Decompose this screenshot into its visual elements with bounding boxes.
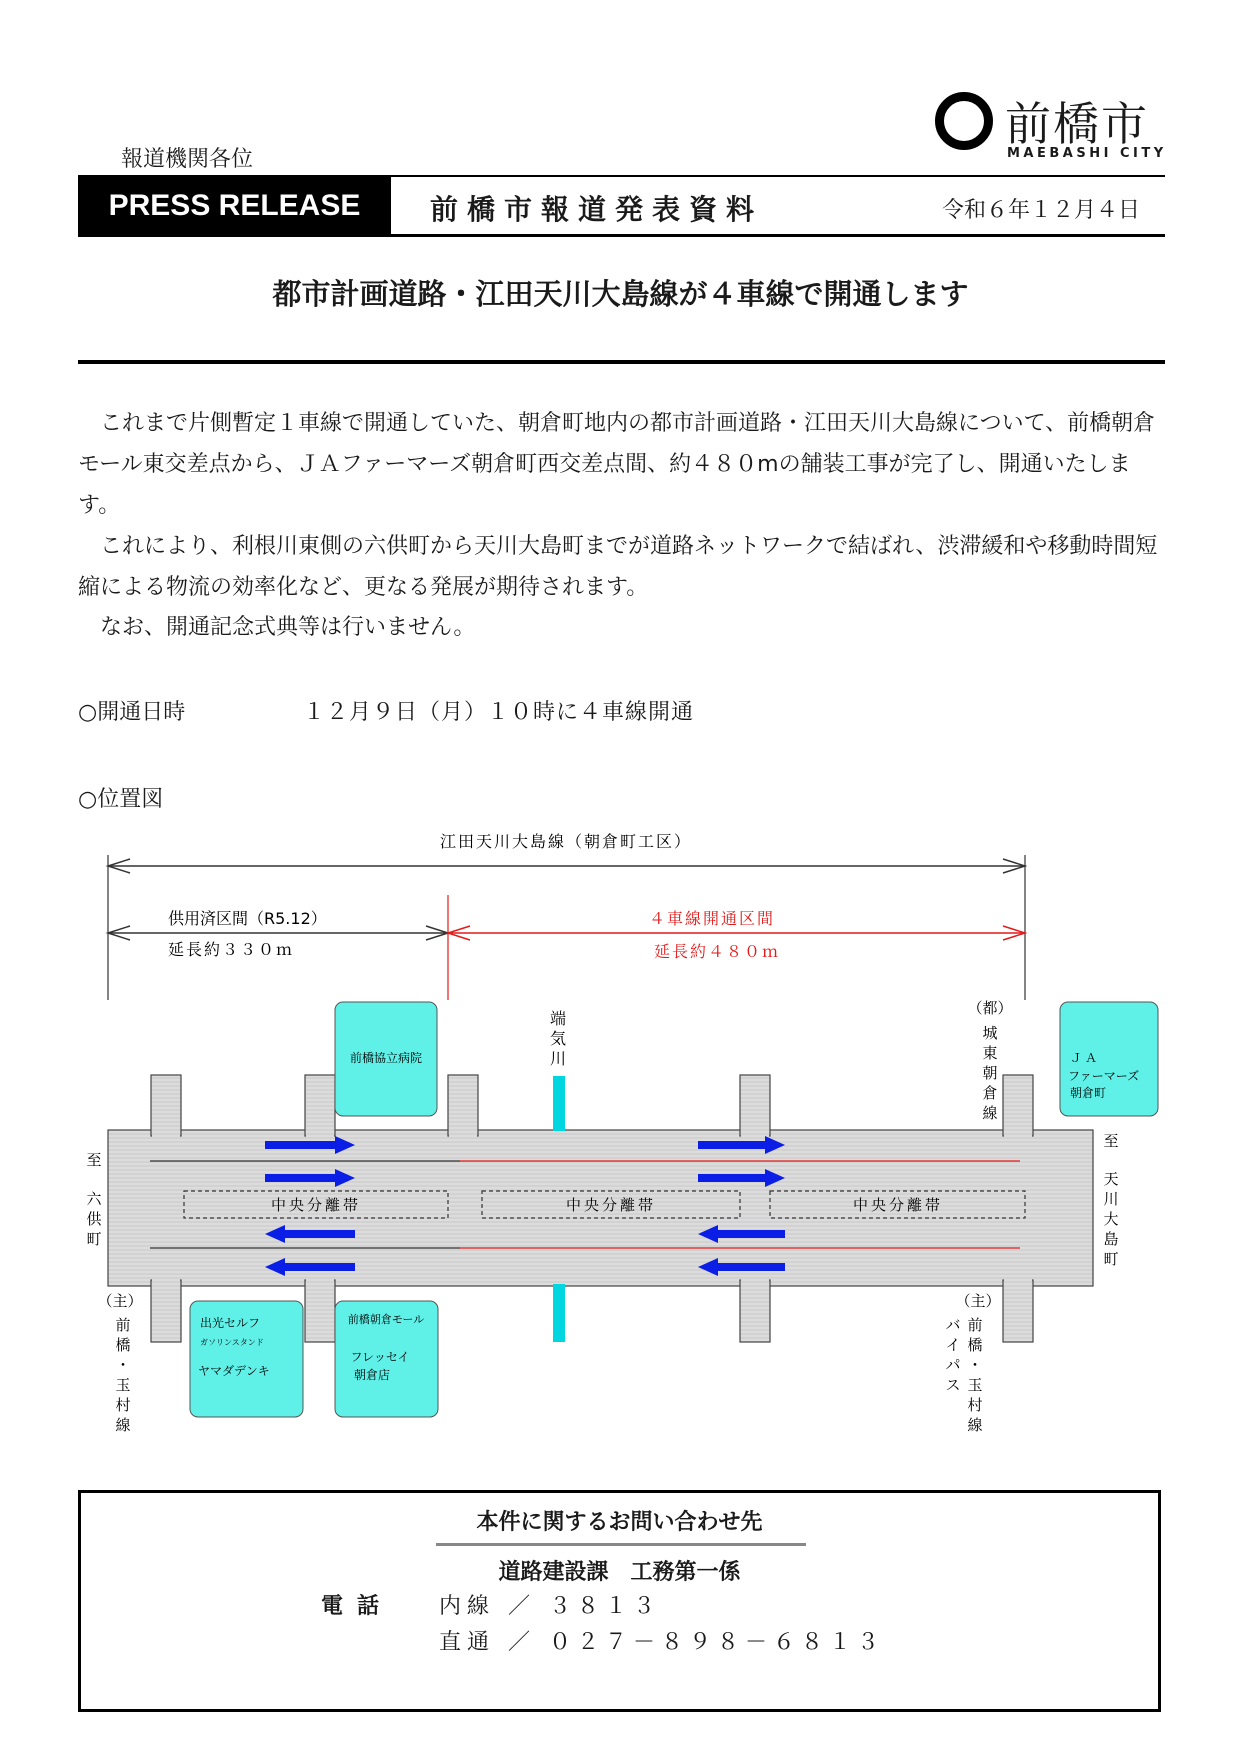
phone-extension: 内線 ／ ３８１３ — [439, 1594, 661, 1619]
west-cross-road-label — [97, 1292, 142, 1434]
contact-heading: 本件に関するお問い合わせ先 — [476, 1510, 763, 1535]
svg-text:島: 島 — [1103, 1230, 1119, 1248]
svg-text:ス: ス — [945, 1376, 961, 1394]
svg-text:六: 六 — [86, 1190, 102, 1208]
median-label-1: 中央分離帯 — [270, 1196, 362, 1214]
hospital-label: 前橋協立病院 — [349, 1051, 423, 1065]
press-release-label: PRESS RELEASE — [108, 189, 361, 222]
svg-text:線: 線 — [115, 1416, 131, 1434]
ja-label-1: ＪＡ — [1070, 1051, 1101, 1065]
opening-value: １２月９日（月）１０時に４車線開通 — [303, 700, 695, 725]
svg-text:朝: 朝 — [982, 1064, 998, 1082]
east-direction-label — [1103, 1132, 1118, 1268]
svg-text:倉: 倉 — [982, 1084, 998, 1102]
new-length: 延長約４８０ｍ — [653, 942, 781, 961]
svg-text:端: 端 — [549, 1009, 567, 1028]
svg-text:・: ・ — [967, 1356, 983, 1374]
release-date: 令和６年１２月４日 — [942, 198, 1141, 223]
svg-text:玉: 玉 — [967, 1376, 983, 1394]
mall-label-2: フレッセイ — [350, 1350, 410, 1364]
median-label-3: 中央分離帯 — [852, 1196, 944, 1214]
svg-text:前: 前 — [967, 1316, 983, 1334]
contact-box — [78, 1490, 1161, 1712]
location-map — [78, 812, 1163, 1472]
svg-text:大: 大 — [1103, 1210, 1119, 1228]
contact-heading-underline — [436, 1543, 806, 1546]
median-label-2: 中央分離帯 — [565, 1196, 657, 1214]
svg-text:バ: バ — [945, 1316, 961, 1334]
city-logo — [935, 92, 1165, 164]
ja-label-3: 朝倉町 — [1070, 1086, 1107, 1100]
svg-text:村: 村 — [115, 1396, 131, 1414]
svg-text:村: 村 — [967, 1396, 983, 1414]
svg-text:天: 天 — [1103, 1170, 1119, 1188]
svg-text:線: 線 — [982, 1104, 998, 1122]
new-section-label: ４車線開通区間 — [648, 909, 776, 928]
header-title: 前橋市報道発表資料 — [430, 193, 764, 226]
body-paragraph-1: これまで片側暫定１車線で開通していた、朝倉町地内の都市計画道路・江田天川大島線について、前橋朝倉モール東交差点から、ＪＡファーマーズ朝倉町西交差点間、約４８０mの舗装工事が完了し、開通いたします。 — [78, 411, 1156, 518]
phone-direct: 直通 ／ ０２７－８９８－６８１３ — [439, 1630, 885, 1655]
idemitsu-label-1: 出光セルフ — [200, 1316, 261, 1330]
svg-text:・: ・ — [115, 1356, 131, 1374]
svg-text:線: 線 — [967, 1416, 983, 1434]
mall-label-1: 前橋朝倉モール — [347, 1313, 425, 1326]
river-north — [553, 1076, 565, 1131]
svg-text:川: 川 — [1103, 1190, 1119, 1208]
svg-text:橋: 橋 — [967, 1336, 983, 1354]
svg-text:町: 町 — [86, 1230, 102, 1248]
svg-text:玉: 玉 — [115, 1376, 131, 1394]
opening-label: ○開通日時 — [78, 700, 186, 725]
svg-text:前: 前 — [115, 1316, 131, 1334]
svg-text:供: 供 — [86, 1210, 102, 1228]
svg-text:イ: イ — [945, 1336, 961, 1354]
svg-text:気: 気 — [549, 1029, 567, 1048]
logo-name: 前橋市 — [1005, 97, 1149, 151]
svg-text:（都）: （都） — [967, 999, 1013, 1017]
body-paragraph-3: なお、開通記念式典等は行いません。 — [100, 615, 476, 640]
body-paragraph-2: これにより、利根川東側の六供町から天川大島町までが道路ネットワークで結ばれ、渋滞緩和や移動時間短縮による物流の効率化など、更なる発展が期待されます。 — [78, 534, 1158, 600]
total-section-label: 江田天川大島線（朝倉町工区） — [439, 832, 693, 851]
idemitsu-label-3: ヤマダデンキ — [198, 1364, 270, 1378]
svg-text:橋: 橋 — [115, 1336, 131, 1354]
svg-text:川: 川 — [549, 1049, 567, 1068]
used-length: 延長約３３０ｍ — [168, 940, 295, 959]
svg-text:至: 至 — [86, 1151, 102, 1169]
west-direction-label — [86, 1151, 102, 1248]
east-cross-road-label — [945, 1292, 1000, 1434]
used-section-label: 供用済区間（R5.12） — [168, 909, 327, 928]
river-south — [553, 1284, 565, 1342]
page-title: 都市計画道路・江田天川大島線が４車線で開通します — [272, 277, 969, 311]
logo-english: MAEBASHI CITY — [1007, 146, 1167, 161]
phone-label: 電話 — [321, 1594, 394, 1619]
svg-text:パ: パ — [945, 1356, 961, 1374]
ja-label-2: ファーマーズ — [1068, 1069, 1140, 1083]
river-label — [550, 1009, 566, 1068]
svg-text:（主）: （主） — [955, 1292, 1001, 1310]
svg-text:町: 町 — [1103, 1250, 1119, 1268]
svg-text:東: 東 — [982, 1044, 998, 1062]
contact-department: 道路建設課 工務第一係 — [498, 1560, 741, 1585]
addressee: 報道機関各位 — [121, 147, 254, 172]
svg-text:至: 至 — [1103, 1132, 1119, 1150]
mall-label-3: 朝倉店 — [353, 1368, 391, 1382]
press-release-badge — [78, 175, 391, 237]
svg-text:（主）: （主） — [97, 1292, 143, 1310]
logo-circle-icon — [935, 92, 993, 150]
title-rule — [78, 360, 1165, 364]
map-label: ○位置図 — [78, 787, 164, 812]
idemitsu-label-2: ガソリンスタンド — [200, 1338, 264, 1347]
svg-text:城: 城 — [982, 1024, 998, 1042]
